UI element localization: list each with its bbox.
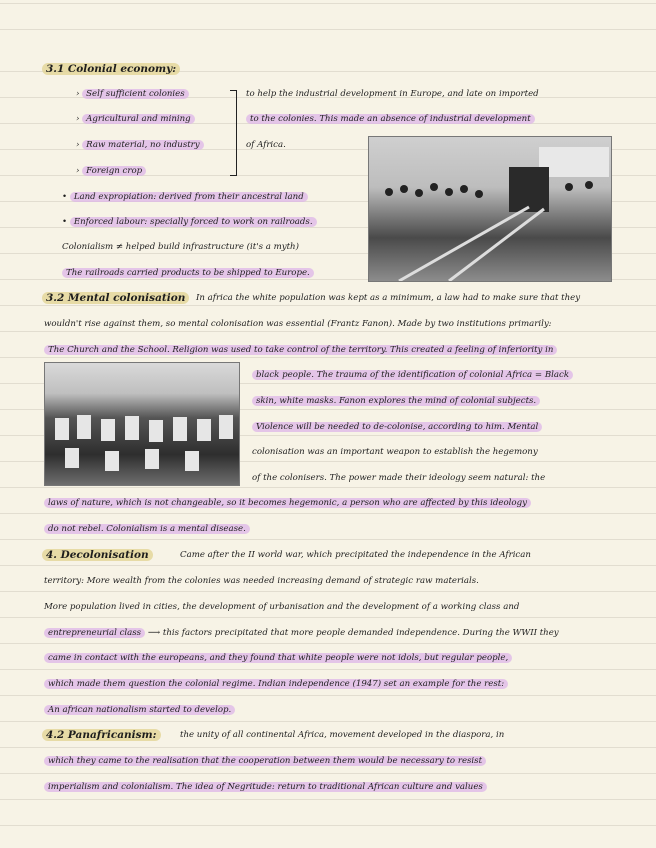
list-item: › Raw material, no industry — [76, 138, 204, 152]
section-heading-mental-colonisation: 3.2 Mental colonisation — [42, 291, 189, 305]
text-line: to help the industrial development in Europe, and late on imported — [246, 89, 539, 99]
text-line: imperialism and colonialism. The idea of Negritude: return to traditional African culture and values — [44, 780, 487, 794]
text-line: came in contact with the europeans, and they found that white people were not idols, but regular people, — [44, 651, 512, 665]
bullet-item: • Enforced labour: specially forced to work on railroads. — [62, 215, 317, 229]
text-line: of Africa. — [246, 140, 286, 150]
section-heading-colonial-economy: 3.1 Colonial economy: — [42, 62, 180, 76]
text-line: In africa the white population was kept as a minimum, a law had to make sure that they — [196, 293, 581, 303]
section-heading-panafricanism: 4.2 Panafricanism: — [42, 728, 161, 742]
text-line: skin, white masks. Fanon explores the mind of colonial subjects. — [252, 394, 540, 408]
list-item: › Self sufficient colonies — [76, 87, 189, 101]
text-line: The Church and the School. Religion was used to take control of the territory. This created a feeling of inferiority in — [44, 343, 557, 357]
bracket-mark — [230, 90, 237, 176]
section-heading-decolonisation: 4. Decolonisation — [42, 548, 153, 562]
text-line: More population lived in cities, the development of urbanisation and the development of a working class and — [44, 602, 520, 612]
text-line: black people. The trauma of the identification of colonial Africa = Black — [252, 368, 573, 382]
bullet-item: • Land expropiation: derived from their ancestral land — [62, 190, 308, 204]
text-line: Came after the II world war, which precipitated the independence in the African — [180, 550, 531, 560]
list-item: › Agricultural and mining — [76, 112, 195, 126]
text-line: Colonialism ≠ helped build infrastructure (it's a myth) — [62, 242, 299, 252]
text-line: entrepreneurial class ⟶ this factors precipitated that more people demanded independence. During the WWII they — [44, 626, 559, 640]
text-line: wouldn't rise against them, so mental colonisation was essential (Frantz Fanon). Made by two institutions primarily: — [44, 319, 552, 329]
text-line: to the colonies. This made an absence of industrial development — [246, 112, 535, 126]
railroad-photo — [368, 136, 612, 282]
text-line: do not rebel. Colonialism is a mental disease. — [44, 522, 250, 536]
text-line: Violence will be needed to de-colonise, according to him. Mental — [252, 420, 542, 434]
text-line: laws of nature, which is not changeable, so it becomes hegemonic, a person who are affected by this ideology — [44, 496, 531, 510]
text-line: colonisation was an important weapon to establish the hegemony — [252, 447, 538, 457]
text-line: of the colonisers. The power made their ideology seem natural: the — [252, 473, 546, 483]
list-item: › Foreign crop — [76, 164, 146, 178]
text-line: which they came to the realisation that the cooperation between them would be necessary to resist — [44, 754, 486, 768]
text-line: which made them question the colonial regime. Indian independence (1947) set an example for the rest: — [44, 677, 508, 691]
group-photo — [44, 362, 240, 486]
text-line: territory: More wealth from the colonies was needed increasing demand of strategic raw materials. — [44, 576, 479, 586]
text-line: An african nationalism started to develop. — [44, 703, 235, 717]
text-line: the unity of all continental Africa, movement developed in the diaspora, in — [180, 730, 505, 740]
text-line: The railroads carried products to be shipped to Europe. — [62, 266, 314, 280]
